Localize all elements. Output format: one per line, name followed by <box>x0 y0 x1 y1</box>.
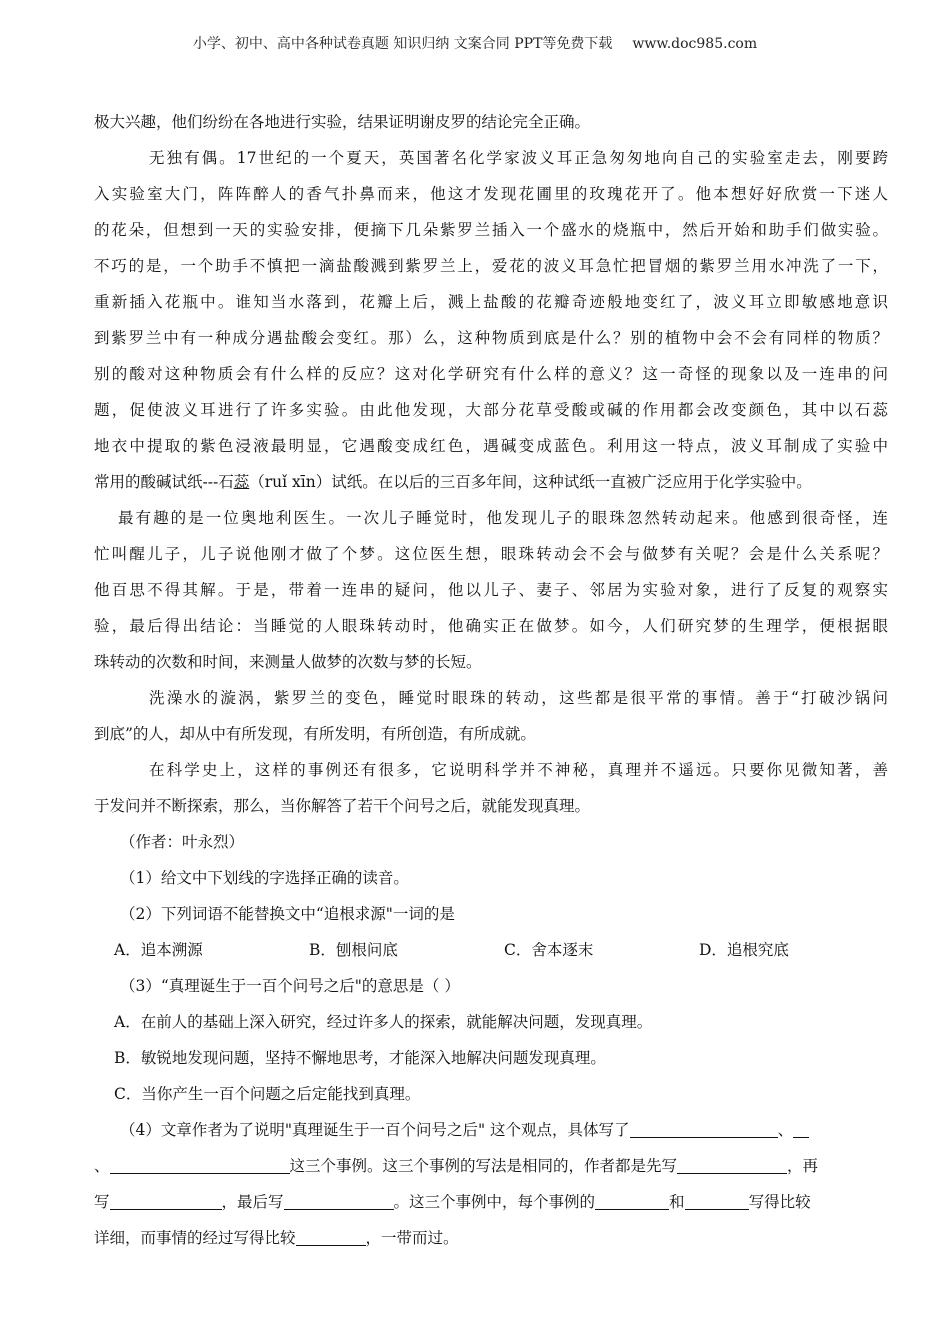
paragraph-line: 到紫罗兰中有一种成分遇盐酸会变红。那）么，这种物质到底是什么？别的植物中会不会有同样的物质？ <box>94 329 888 347</box>
option-d[interactable]: D．追根究底 <box>699 941 789 959</box>
paragraph-line: 常用的酸碱试纸---石蕊（ruǐ xīn）试纸。在以后的三百多年间，这种试纸一直被广泛应用于化学实验中。 <box>94 473 812 491</box>
header-url[interactable]: www.doc985.com <box>632 36 758 52</box>
paragraph-line: 无独有偶。17世纪的一个夏天，英国著名化学家波义耳正急匆匆地向自己的实验室走去，刚要跨 <box>149 149 888 167</box>
answer-blank[interactable] <box>793 1119 809 1138</box>
answer-blank[interactable] <box>630 1119 778 1138</box>
question-2: （2）下列词语不能替换文中“追根求源"一词的是 <box>120 905 455 923</box>
option-c[interactable]: C．舍本逐末 <box>504 941 594 959</box>
paragraph-line: 入实验室大门，阵阵醉人的香气扑鼻而来，他这才发现花圃里的玫瑰花开了。他本想好好欣赏一下迷人 <box>94 185 888 203</box>
option-c[interactable]: C．当你产生一百个问题之后定能找到真理。 <box>114 1085 421 1103</box>
question-4-line-4: 详细，而事情的经过写得比较 ，一带而过。 <box>94 1229 459 1247</box>
option-a[interactable]: A．在前人的基础上深入研究，经过许多人的探索，就能解决问题，发现真理。 <box>114 1013 653 1031</box>
page-header <box>0 33 950 53</box>
answer-blank[interactable] <box>595 1191 669 1210</box>
question-3: （3）“真理诞生于一百个问号之后"的意思是（ ） <box>120 977 460 995</box>
answer-blank[interactable] <box>284 1191 394 1210</box>
paragraph-line: 验，最后得出结论：当睡觉的人眼珠转动时，他确实正在做梦。如今，人们研究梦的生理学，便根据眼 <box>94 617 888 635</box>
question-4-line-3: 写 ，最后写 。这三个事例中，每个事例的 和 写得比较 <box>94 1193 811 1211</box>
header-text: 小学、初中、高中各种试卷真题 知识归纳 文案合同 PPT等免费下载 <box>192 36 613 52</box>
paragraph-line: 最有趣的是一位奥地利医生。一次儿子睡觉时，他发现儿子的眼珠忽然转动起来。他感到很奇怪，连 <box>118 509 888 527</box>
answer-blank[interactable] <box>685 1191 749 1210</box>
option-a[interactable]: A．追本溯源 <box>114 941 203 959</box>
paragraph-line: 在科学史上，这样的事例还有很多，它说明科学并不神秘，真理并不遥远。只要你见微知著，善 <box>149 761 888 779</box>
option-b[interactable]: B．刨根问底 <box>309 941 398 959</box>
paragraph-line: 别的酸对这种物质会有什么样的反应？这对化学研究有什么样的意义？这一奇怪的现象以及一连串的问 <box>94 365 888 383</box>
option-b[interactable]: B．敏锐地发现问题，坚持不懈地思考，才能深入地解决问题发现真理。 <box>114 1049 606 1067</box>
answer-blank[interactable] <box>110 1191 222 1210</box>
answer-blank[interactable] <box>296 1227 366 1246</box>
question-1: （1）给文中下划线的字选择正确的读音。 <box>120 869 409 887</box>
paragraph-line: 于发问并不断探索，那么，当你解答了若干个问号之后，就能发现真理。 <box>94 797 591 815</box>
paragraph-line: 重新插入花瓶中。谁知当水落到，花瓣上后，溅上盐酸的花瓣奇迹般地变红了，波义耳立即敏感地意识 <box>94 293 888 311</box>
paragraph-line: 题，促使波义耳进行了许多实验。由此他发现，大部分花草受酸或碱的作用都会改变颜色，其中以石蕊 <box>94 401 888 419</box>
answer-blank[interactable] <box>110 1155 290 1174</box>
underlined-character: 蕊 <box>233 473 250 491</box>
paragraph-line: 洗澡水的漩涡，紫罗兰的变色，睡觉时眼珠的转动，这些都是很平常的事情。善于“打破沙锅问 <box>149 689 888 707</box>
paragraph-line: 到底”的人，却从中有所发现，有所发明，有所创造，有所成就。 <box>94 725 536 743</box>
answer-blank[interactable] <box>677 1155 787 1174</box>
question-4-line-2: 、 这三个事例。这三个事例的写法是相同的，作者都是先写 ，再 <box>94 1157 819 1175</box>
question-2-options <box>94 932 888 968</box>
paragraph-line: 极大兴趣，他们纷纷在各地进行实验，结果证明谢皮罗的结论完全正确。 <box>94 113 591 131</box>
question-4-line-1: （4）文章作者为了说明"真理诞生于一百个问号之后" 这个观点，具体写了 、 <box>94 1112 888 1148</box>
paragraph-line: 珠转动的次数和时间，来测量人做梦的次数与梦的长短。 <box>94 653 482 671</box>
author-line: （作者：叶永烈） <box>120 833 245 851</box>
paragraph-line: 不巧的是，一个助手不慎把一滴盐酸溅到紫罗兰上，爱花的波义耳急忙把冒烟的紫罗兰用水冲洗了一下， <box>94 257 888 275</box>
paragraph-line: 他百思不得其解。于是，带着一连串的疑问，他以儿子、妻子、邻居为实验对象，进行了反复的观察实 <box>94 581 888 599</box>
paragraph-line: 地衣中提取的紫色浸液最明显，它遇酸变成红色，遇碱变成蓝色。利用这一特点，波义耳制成了实验中 <box>94 437 888 455</box>
paragraph-line: 忙叫醒儿子，儿子说他刚才做了个梦。这位医生想，眼珠转动会不会与做梦有关呢？会是什么关系呢？ <box>94 545 888 563</box>
paragraph-line: 的花朵，但想到一天的实验安排，便摘下几朵紫罗兰插入一个盛水的烧瓶中，然后开始和助手们做实验。 <box>94 221 888 239</box>
document-body <box>94 104 888 1256</box>
